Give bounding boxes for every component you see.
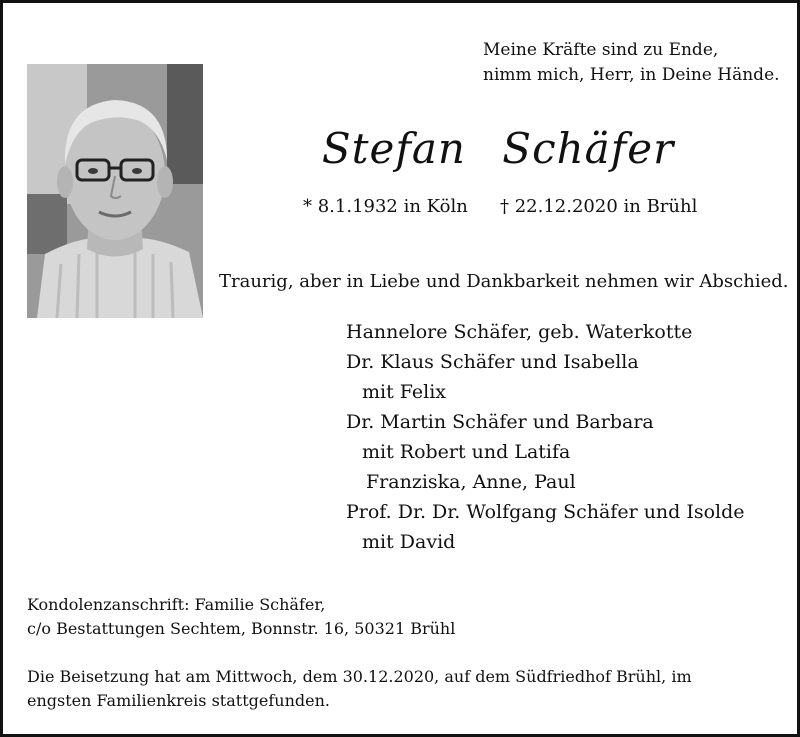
family-member: Franziska, Anne, Paul — [366, 471, 576, 493]
funeral-line: Die Beisetzung hat am Mittwoch, dem 30.12.2020, auf dem Südfriedhof Brühl, im — [27, 667, 692, 686]
funeral-notice — [27, 665, 767, 713]
verse — [483, 38, 780, 88]
family-member: mit Robert und Latifa — [362, 441, 571, 463]
verse-line: nimm mich, Herr, in Deine Hände. — [483, 65, 780, 85]
portrait-image — [27, 64, 203, 318]
deceased-name: Stefan Schäfer — [321, 124, 675, 173]
family-member: Dr. Klaus Schäfer und Isabella — [346, 351, 639, 373]
family-member: Prof. Dr. Dr. Wolfgang Schäfer und Isolde — [346, 501, 745, 523]
death-date: † 22.12.2020 in Brühl — [500, 196, 698, 217]
condolence-address — [27, 593, 455, 641]
funeral-line: engsten Familienkreis stattgefunden. — [27, 691, 330, 710]
farewell-text: Traurig, aber in Liebe und Dankbarkeit nehmen wir Abschied. — [219, 271, 789, 292]
family-member: mit David — [362, 531, 456, 553]
verse-line: Meine Kräfte sind zu Ende, — [483, 40, 719, 60]
condolence-line: Kondolenzanschrift: Familie Schäfer, — [27, 595, 326, 614]
family-member: mit Felix — [362, 381, 447, 403]
portrait-photo — [27, 64, 203, 318]
family-list — [346, 317, 745, 557]
family-member: Dr. Martin Schäfer und Barbara — [346, 411, 654, 433]
birth-date: * 8.1.1932 in Köln — [303, 196, 468, 217]
family-member: Hannelore Schäfer, geb. Waterkotte — [346, 321, 693, 343]
condolence-line: c/o Bestattungen Sechtem, Bonnstr. 16, 50321 Brühl — [27, 619, 456, 638]
